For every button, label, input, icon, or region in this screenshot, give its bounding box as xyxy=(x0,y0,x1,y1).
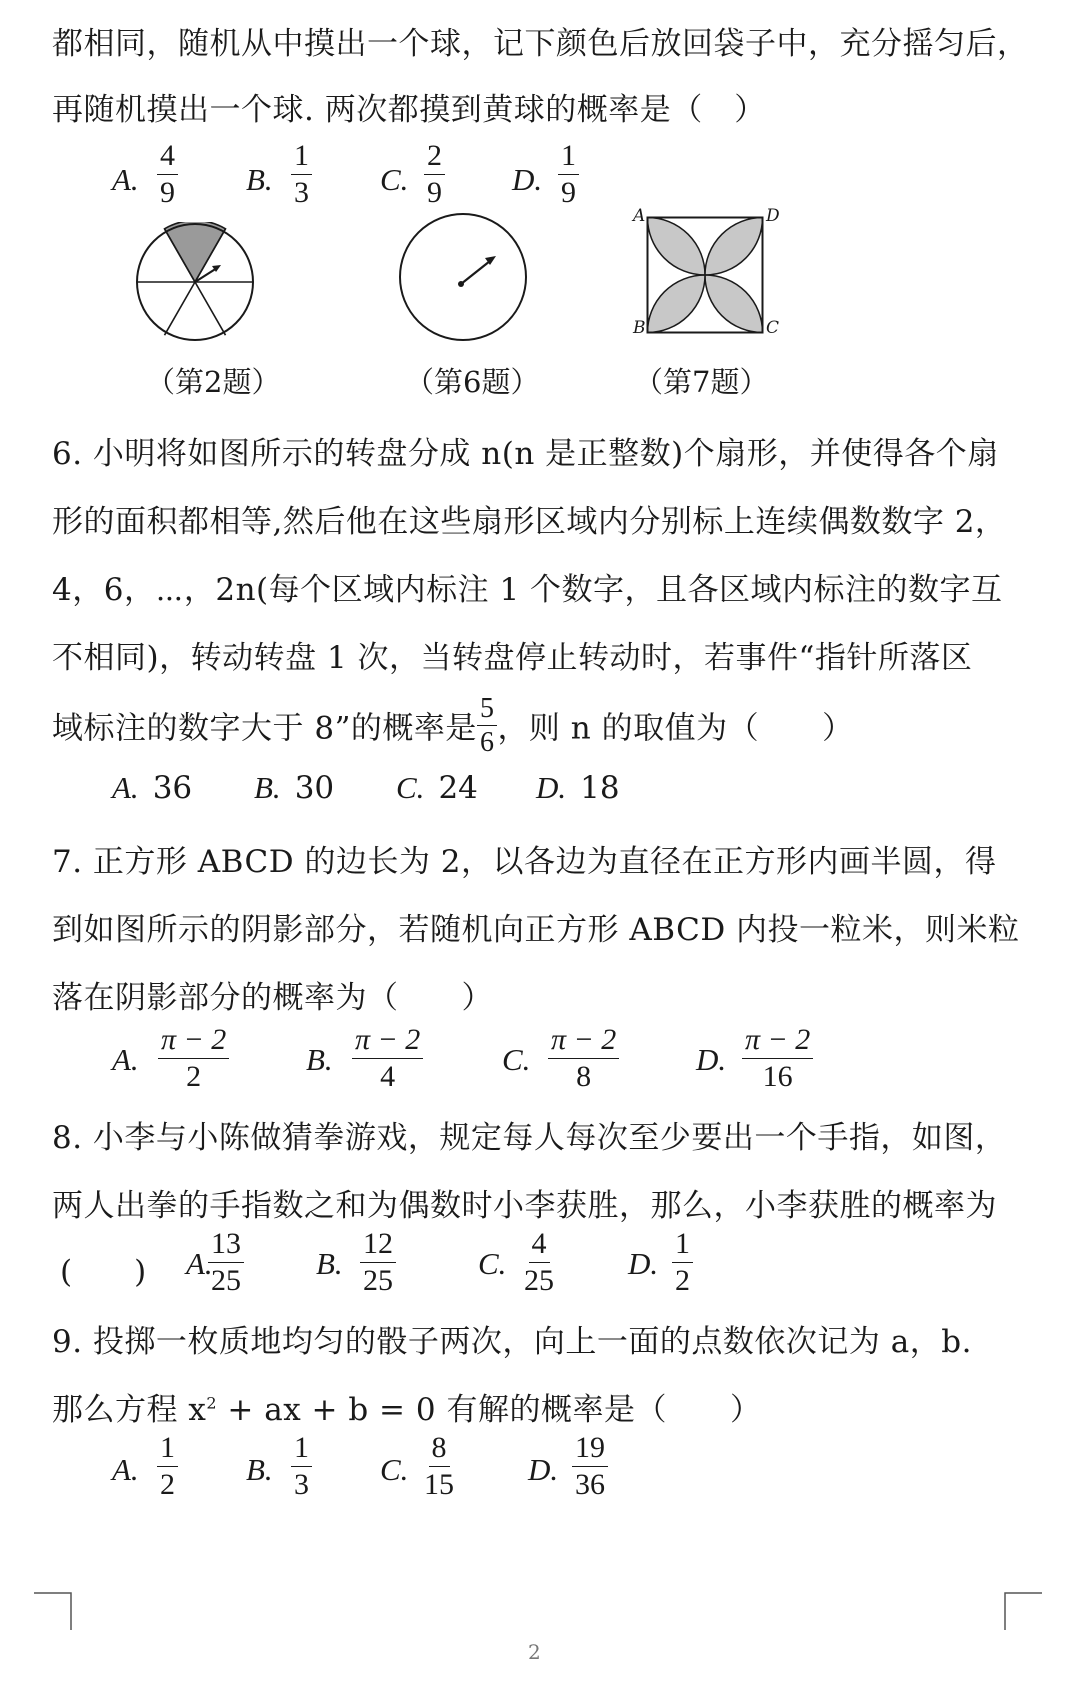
q6-option-b: B. 30 xyxy=(254,770,335,806)
turntable-figure xyxy=(398,212,528,342)
q9-option-d-fraction: $\frac{19}{36}$ xyxy=(572,1432,608,1500)
q5-option-d: D. xyxy=(512,162,543,197)
petal-1 xyxy=(648,218,706,276)
q8-answer-blank: ( ) xyxy=(60,1254,147,1290)
q9-option-c-fraction: $\frac{8}{15}$ xyxy=(424,1431,454,1501)
q5-option-c: C. xyxy=(380,162,409,197)
crop-mark-left xyxy=(34,1592,72,1630)
petal-2 xyxy=(705,218,763,276)
turntable-circle xyxy=(400,214,526,340)
q6-line4: 不相同)，转动转盘 1 次，当转盘停止转动时，若事件“指针所落区 xyxy=(52,640,973,676)
spinner-figure xyxy=(135,222,255,342)
q9-option-a: A. xyxy=(112,1452,139,1487)
q8-option-b: B. xyxy=(316,1246,343,1281)
q6-option-a: A. 36 xyxy=(112,770,193,806)
q8-option-a: A. xyxy=(186,1246,213,1281)
petal-3 xyxy=(705,275,763,333)
q6-option-d: D. 18 xyxy=(536,770,620,806)
q7-line3: 落在阴影部分的概率为（ ） xyxy=(52,980,493,1016)
q5-option-c-fraction: $\frac{2}{9}$ xyxy=(424,140,445,208)
q8-option-b-fraction: $\frac{12}{25}$ xyxy=(360,1228,396,1296)
q6-line5: 域标注的数字大于 8”的概率是 $\frac{5}{6}$ ，则 n 的取值为（ ） xyxy=(52,693,854,759)
q6-option-c: C. 24 xyxy=(396,770,478,806)
label-b: B xyxy=(633,318,646,338)
caption-q6: （第6题） xyxy=(405,365,540,399)
q5-option-b: B. xyxy=(246,162,273,197)
q7-option-a-fraction: $\frac{\pi - 2}{2}$ xyxy=(158,1024,229,1092)
petal-4 xyxy=(648,275,706,333)
q8-option-d: D. xyxy=(628,1246,659,1281)
q5-line2: 再随机摸出一个球. 两次都摸到黄球的概率是（ ） xyxy=(52,92,766,128)
q6-line2: 形的面积都相等,然后他在这些扇形区域内分别标上连续偶数数字 2， xyxy=(52,504,1007,540)
q8-option-a-fraction: $\frac{13}{25}$ xyxy=(208,1228,244,1296)
q6-line3: 4，6，⋯，2n(每个区域内标注 1 个数字，且各区域内标注的数字互 xyxy=(52,572,1003,608)
label-d: D xyxy=(766,206,780,226)
square-petal-figure xyxy=(646,216,764,334)
q6-probability-fraction: $\frac{5}{6}$ xyxy=(477,694,498,758)
turntable-arrow xyxy=(461,261,490,284)
page-number: 2 xyxy=(528,1640,541,1664)
q9-option-a-fraction: $\frac{1}{2}$ xyxy=(157,1432,178,1500)
q7-option-d: D. xyxy=(696,1042,727,1077)
q7-line2: 到如图所示的阴影部分，若随机向正方形 ABCD 内投一粒米，则米粒 xyxy=(52,912,1020,948)
label-a: A xyxy=(633,206,646,226)
q5-option-d-fraction: $\frac{1}{9}$ xyxy=(558,140,579,208)
q8-option-c-fraction: $\frac{4}{25}$ xyxy=(524,1227,554,1297)
q8-line1: 8. 小李与小陈做猜拳游戏，规定每人每次至少要出一个手指，如图， xyxy=(52,1120,1007,1156)
q9-line2: 那么方程 $x^2$ + ax + b = 0 有解的概率是（ ） xyxy=(52,1392,762,1428)
q9-option-b: B. xyxy=(246,1452,273,1487)
q7-option-c-fraction: $\frac{\pi - 2}{8}$ xyxy=(548,1024,619,1092)
caption-q7: （第7题） xyxy=(634,365,769,399)
q7-option-c: C. xyxy=(502,1042,531,1077)
q5-option-b-fraction: $\frac{1}{3}$ xyxy=(291,140,312,208)
q5-line1: 都相同，随机从中摸出一个球，记下颜色后放回袋子中，充分摇匀后， xyxy=(52,26,1029,62)
shaded-petals xyxy=(648,218,763,333)
shaded-sector xyxy=(165,222,226,282)
q5-option-a: A. xyxy=(112,162,139,197)
q8-option-c: C. xyxy=(478,1246,507,1281)
crop-mark-right xyxy=(1004,1592,1042,1630)
q9-line1: 9. 投掷一枚质地均匀的骰子两次，向上一面的点数依次记为 a，b. xyxy=(52,1324,972,1360)
q7-option-b-fraction: $\frac{\pi - 2}{4}$ xyxy=(352,1024,423,1092)
q8-option-d-fraction: $\frac{1}{2}$ xyxy=(672,1228,693,1296)
q7-option-b: B. xyxy=(306,1042,333,1077)
q8-line2: 两人出拳的手指数之和为偶数时小李获胜，那么，小李获胜的概率为 xyxy=(52,1188,997,1224)
caption-q2: （第2题） xyxy=(146,365,281,399)
label-c: C xyxy=(766,318,780,338)
q7-option-a: A. xyxy=(112,1042,139,1077)
q9-option-c: C. xyxy=(380,1452,409,1487)
q9-option-d: D. xyxy=(528,1452,559,1487)
q9-option-b-fraction: $\frac{1}{3}$ xyxy=(291,1432,312,1500)
q5-option-a-fraction: $\frac{4}{9}$ xyxy=(157,140,178,208)
q7-line1: 7. 正方形 ABCD 的边长为 2，以各边为直径在正方形内画半圆，得 xyxy=(52,844,997,880)
q7-option-d-fraction: $\frac{\pi - 2}{16}$ xyxy=(742,1024,813,1092)
q6-line1: 6. 小明将如图所示的转盘分成 n(n 是正整数)个扇形，并使得各个扇 xyxy=(52,436,999,472)
